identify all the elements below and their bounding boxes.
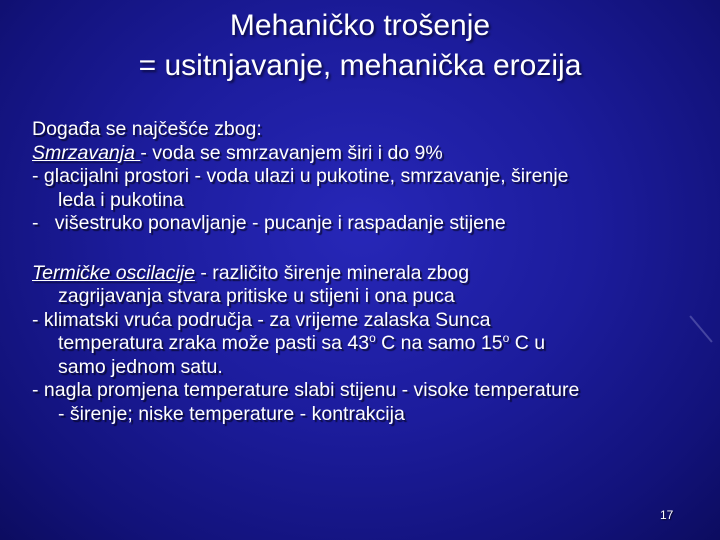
intro-line: Događa se najčešće zbog:: [32, 118, 262, 140]
repeat-text: višestruko ponavljanje - pucanje i raspadanje stijene: [54, 212, 506, 234]
repeat-line: [32, 212, 716, 236]
sudden-change-line: - nagla promjena temperature slabi stijenu - visoke temperature: [32, 379, 580, 401]
title-line-2: = usitnjavanje, mehanička erozija: [138, 49, 582, 82]
freezing-text: - voda se smrzavanjem širi i do 9%: [140, 141, 443, 164]
hot-climate-line: - klimatski vruća područja - za vrijeme zalaska Sunca: [32, 308, 491, 331]
hot-cont-3: C u: [509, 332, 546, 354]
thermal-text: - različito širenje minerala zbog: [194, 261, 470, 284]
thermal-continuation: zagrijavanja stvara pritiske u stijeni i ona puca: [58, 285, 455, 307]
thermal-label: Termičke oscilacije: [32, 261, 195, 284]
hot-cont-1: temperatura zraka može pasti sa 43: [58, 332, 370, 354]
slide-body: [32, 118, 716, 426]
title-line-1: Mehaničko trošenje: [229, 9, 491, 42]
freezing-label: Smrzavanja: [32, 141, 141, 164]
degree-1: o: [369, 331, 376, 345]
hot-climate-continuation-2: samo jednom satu.: [58, 355, 223, 378]
page-number: 17: [660, 508, 674, 522]
slide-title: [0, 6, 720, 86]
spacer: [32, 236, 716, 262]
sudden-change-continuation: - širenje; niske temperature - kontrakcija: [58, 402, 405, 425]
glacial-line: - glacijalni prostori - voda ulazi u pukotine, smrzavanje, širenje: [32, 165, 569, 187]
thermal-line: [32, 262, 716, 286]
glacial-continuation: leda i pukotina: [58, 188, 184, 211]
freezing-line: [32, 142, 716, 166]
hot-climate-continuation: [32, 332, 716, 356]
hot-cont-2: C na samo 15: [375, 332, 503, 354]
repeat-dash: -: [32, 212, 39, 234]
degree-2: o: [502, 331, 510, 345]
